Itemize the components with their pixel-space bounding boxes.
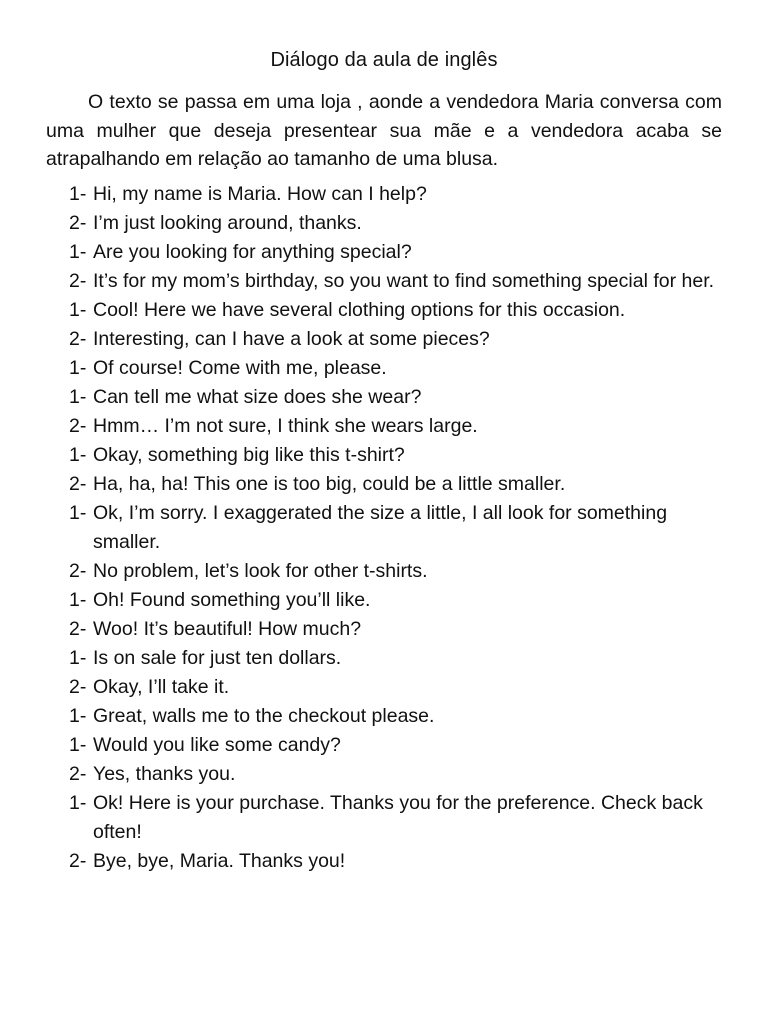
dialog-text: Are you looking for anything special? — [93, 241, 412, 263]
document-title: Diálogo da aula de inglês — [270, 49, 498, 71]
intro-paragraph: O texto se passa em uma loja , aonde a vendedora Maria conversa com uma mulher que deseja presentear sua mãe e a vendedora acaba se atrapalhando em relação ao tamanho de uma blusa. — [46, 91, 722, 170]
dialog-line — [0, 499, 768, 557]
speaker-number: 2- — [69, 415, 87, 437]
dialog-text: Would you like some candy? — [93, 734, 341, 756]
speaker-number: 1- — [69, 183, 87, 205]
speaker-number: 1- — [69, 299, 87, 321]
speaker-number: 2- — [69, 850, 87, 872]
dialog-line — [0, 238, 768, 267]
speaker-number: 2- — [69, 560, 87, 582]
dialog-line — [0, 180, 768, 209]
dialog-text: No problem, let’s look for other t-shirts. — [93, 560, 428, 582]
dialog-text: Hmm… I’m not sure, I think she wears large. — [93, 415, 478, 437]
dialog-text: Yes, thanks you. — [93, 763, 236, 785]
dialog-line — [0, 412, 768, 441]
speaker-number: 2- — [69, 270, 87, 292]
dialog-line — [0, 644, 768, 673]
dialog-text: Ok, I’m sorry. I exaggerated the size a little, I all look for something smaller. — [93, 502, 668, 553]
dialog-line — [0, 789, 768, 847]
speaker-number: 1- — [69, 502, 87, 524]
dialog-line — [0, 325, 768, 354]
dialog-line — [0, 209, 768, 238]
dialog-text: Ha, ha, ha! This one is too big, could be a little smaller. — [93, 473, 566, 495]
dialog-text: Is on sale for just ten dollars. — [93, 647, 342, 669]
speaker-number: 2- — [69, 618, 87, 640]
dialog-line — [0, 702, 768, 731]
speaker-number: 1- — [69, 734, 87, 756]
dialog-line — [0, 586, 768, 615]
dialog-text: Oh! Found something you’ll like. — [93, 589, 371, 611]
dialog-text: Okay, I’ll take it. — [93, 676, 230, 698]
speaker-number: 1- — [69, 444, 87, 466]
dialog-text: I’m just looking around, thanks. — [93, 212, 362, 234]
dialog-line — [0, 760, 768, 789]
dialog-text: It’s for my mom’s birthday, so you want to find something special for her. — [93, 270, 715, 292]
speaker-number: 1- — [69, 241, 87, 263]
speaker-number: 2- — [69, 763, 87, 785]
speaker-number: 1- — [69, 705, 87, 727]
dialog-text: Okay, something big like this t-shirt? — [93, 444, 405, 466]
speaker-number: 1- — [69, 792, 87, 814]
dialog-line — [0, 731, 768, 760]
dialog-line — [0, 354, 768, 383]
dialog-text: Cool! Here we have several clothing options for this occasion. — [93, 299, 626, 321]
speaker-number: 2- — [69, 328, 87, 350]
dialog-text: Hi, my name is Maria. How can I help? — [93, 183, 427, 205]
dialog-text: Woo! It’s beautiful! How much? — [93, 618, 362, 640]
speaker-number: 2- — [69, 473, 87, 495]
dialog-line — [0, 267, 768, 296]
dialog-line — [0, 615, 768, 644]
speaker-number: 1- — [69, 357, 87, 379]
dialog-text: Can tell me what size does she wear? — [93, 386, 422, 408]
dialog-text: Ok! Here is your purchase. Thanks you for the preference. Check back often! — [93, 792, 703, 843]
dialog-line — [0, 383, 768, 412]
dialog-line — [0, 673, 768, 702]
speaker-number: 1- — [69, 386, 87, 408]
dialog-list — [0, 180, 768, 876]
dialog-line — [0, 296, 768, 325]
speaker-number: 1- — [69, 647, 87, 669]
speaker-number: 2- — [69, 212, 87, 234]
speaker-number: 2- — [69, 676, 87, 698]
dialog-line — [0, 557, 768, 586]
dialog-line — [0, 470, 768, 499]
dialog-line — [0, 847, 768, 876]
dialog-text: Of course! Come with me, please. — [93, 357, 387, 379]
dialog-text: Bye, bye, Maria. Thanks you! — [93, 850, 346, 872]
dialog-line — [0, 441, 768, 470]
dialog-text: Interesting, can I have a look at some pieces? — [93, 328, 490, 350]
speaker-number: 1- — [69, 589, 87, 611]
dialog-text: Great, walls me to the checkout please. — [93, 705, 435, 727]
